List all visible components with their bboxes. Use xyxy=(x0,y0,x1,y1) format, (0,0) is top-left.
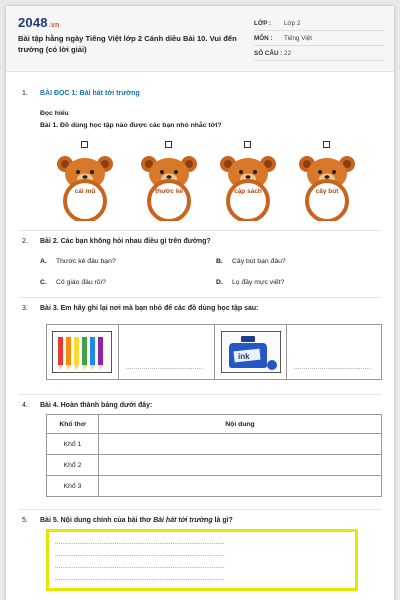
choice-checkbox[interactable] xyxy=(244,141,251,148)
bear-icon xyxy=(217,151,279,221)
answer-blank: ....................................... xyxy=(294,365,371,371)
option-letter: B. xyxy=(216,258,223,265)
answer-line: ........................................................................................... xyxy=(55,576,225,582)
option-text: Thước kẻ đâu bạn? xyxy=(56,258,116,265)
question-4-title xyxy=(22,402,152,409)
stanza-label: Khổ 1 xyxy=(47,434,99,455)
divider xyxy=(18,230,382,231)
choice-checkbox[interactable] xyxy=(165,141,172,148)
question-5-prompt: Bài 5. Nội dung chính của bài thơ xyxy=(40,517,154,524)
logo-suffix: .vn xyxy=(48,22,60,29)
colored-pencils-icon xyxy=(52,331,112,373)
option-text: Lọ đầy mực viết? xyxy=(232,279,285,286)
table-row xyxy=(47,455,382,476)
section-label: Đọc hiểu xyxy=(40,110,69,117)
worksheet xyxy=(6,6,394,600)
divider xyxy=(18,297,382,298)
option-b[interactable] xyxy=(216,258,286,265)
choice-label: cặp sách xyxy=(234,188,262,195)
ink-bottle-icon xyxy=(221,331,281,373)
meta-row-count xyxy=(254,46,384,61)
option-letter: D. xyxy=(216,279,223,286)
content-cell[interactable] xyxy=(99,455,382,476)
meta-key: SỐ CÂU : xyxy=(254,49,283,57)
question-number: 4. xyxy=(22,402,28,409)
meta-value: Lớp 2 xyxy=(284,19,301,27)
reading-title: BÀI ĐỌC 1: Bài hát tới trường xyxy=(40,90,140,97)
choice-label: thước kẻ xyxy=(154,188,184,195)
option-letter: C. xyxy=(40,279,47,286)
option-a[interactable] xyxy=(40,258,116,265)
meta-row-grade xyxy=(254,16,384,31)
poem-title: Bài hát tới trường xyxy=(153,517,213,524)
choice-checkbox[interactable] xyxy=(323,141,330,148)
option-d[interactable] xyxy=(216,279,284,286)
meta-value: Tiếng Việt xyxy=(284,34,313,42)
question-number: 2. xyxy=(22,238,28,245)
choice-label: cây bút xyxy=(315,188,339,195)
answer-line: ........................................................................................... xyxy=(55,540,225,546)
question-1-prompt: Bài 1. Đồ dùng học tập nào được các bạn nhỏ nhắc tới? xyxy=(40,122,222,129)
stanza-label: Khổ 3 xyxy=(47,476,99,497)
bear-icon xyxy=(296,151,358,221)
pencils-cell xyxy=(47,325,119,379)
column-header-content: Nội dung xyxy=(99,415,382,434)
page-title: Bài tập hằng ngày Tiếng Việt lớp 2 Cánh diều Bài 10. Vui đến trường (có lời giải) xyxy=(18,34,237,54)
stanza-label: Khổ 2 xyxy=(47,455,99,476)
ink-cell xyxy=(215,325,287,379)
question-number: 3. xyxy=(22,305,28,312)
pencils-answer-cell[interactable] xyxy=(119,325,215,379)
meta-row-subject xyxy=(254,31,384,46)
question-2-prompt: Bài 2. Các bạn không hỏi nhau điều gì trên đường? xyxy=(40,238,211,245)
choice-checkbox[interactable] xyxy=(81,141,88,148)
question-5-suffix: là gì? xyxy=(212,517,233,524)
meta-info xyxy=(254,16,384,61)
choice-bear-4[interactable] xyxy=(296,141,358,221)
content-cell[interactable] xyxy=(99,434,382,455)
divider xyxy=(18,509,382,510)
page-header xyxy=(6,6,394,72)
question-number: 1. xyxy=(22,90,28,97)
question-2-title xyxy=(22,238,211,245)
question-4-prompt: Bài 4. Hoàn thành bảng dưới đây: xyxy=(40,402,153,409)
table-row xyxy=(47,476,382,497)
option-text: Cô giáo đâu rồi? xyxy=(56,279,106,286)
answer-line: ........................................................................................... xyxy=(55,552,225,558)
bear-icon xyxy=(138,151,200,221)
question-3-prompt: Bài 3. Em hãy ghi lại nơi mà bạn nhỏ để các đồ dùng học tập sau: xyxy=(40,305,259,312)
answer-line: ........................................................................................... xyxy=(55,564,225,570)
meta-value: 22 xyxy=(284,49,292,57)
choice-bear-2[interactable] xyxy=(138,141,200,221)
site-logo[interactable] xyxy=(18,15,59,30)
ink-answer-cell[interactable] xyxy=(287,325,381,379)
option-c[interactable] xyxy=(40,279,106,286)
choice-bear-1[interactable] xyxy=(54,141,116,221)
question-1-title xyxy=(22,90,140,97)
question-5-title xyxy=(22,517,233,524)
table-row xyxy=(47,434,382,455)
ink-label: ink xyxy=(238,352,250,361)
bear-icon xyxy=(54,151,116,221)
logo-text: 2048 xyxy=(18,15,48,30)
option-text: Cây bút bạn đâu? xyxy=(232,258,286,265)
column-header-stanza: Khổ thơ xyxy=(47,415,99,434)
stanza-table xyxy=(46,414,382,497)
answer-blank: ....................................... xyxy=(126,365,203,371)
choice-bear-3[interactable] xyxy=(217,141,279,221)
question-number: 5. xyxy=(22,517,28,524)
question-3-title xyxy=(22,305,259,312)
supplies-table xyxy=(46,324,382,380)
option-letter: A. xyxy=(40,258,47,265)
choice-label: cái mũ xyxy=(74,188,96,195)
meta-key: MÔN : xyxy=(254,34,273,42)
meta-key: LỚP : xyxy=(254,19,272,27)
divider xyxy=(18,394,382,395)
content-cell[interactable] xyxy=(99,476,382,497)
table-header-row xyxy=(47,415,382,434)
answer-box[interactable] xyxy=(46,529,358,591)
